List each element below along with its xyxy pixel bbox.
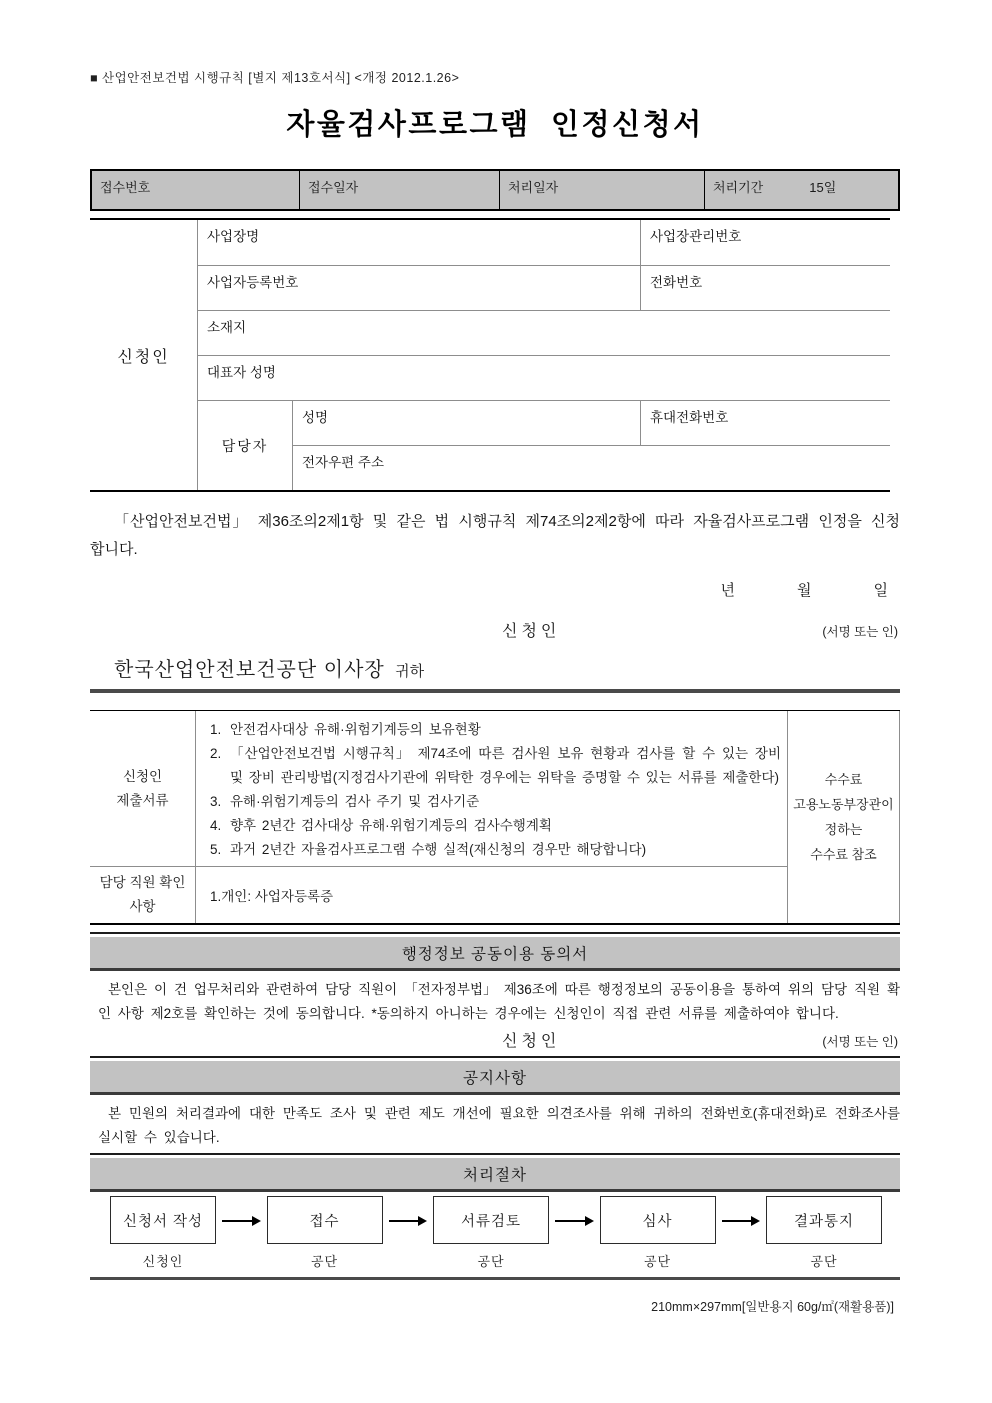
doc-item-5: 5. 과거 2년간 자율검사프로그램 수행 실적(재신청의 경우만 해당합니다) <box>210 842 647 857</box>
contact-mobile-field[interactable]: 휴대전화번호 <box>640 400 890 445</box>
doc-item-1: 1. 안전검사대상 유해·위험기계등의 보유현황 <box>210 722 481 737</box>
form-reference-note: ■ 산업안전보건법 시행규칙 [별지 제13호서식] <개정 2012.1.26> <box>90 71 460 85</box>
step-actor: 공단 <box>643 1254 672 1269</box>
doc-item-2: 2. 「산업안전보건법 시행규칙」 제74조에 따른 검사원 보유 현황과 검사를 할 수 있는 장비 및 장비 관리방법(지정검사기관에 위탁한 경우에는 위탁을 증명할 수 있는 서류를 제출한다) <box>210 746 781 785</box>
section-divider-rule <box>90 689 900 693</box>
fee-info-cell: 수수료 고용노동부장관이 정하는 수수료 참조 <box>787 711 900 923</box>
date-line <box>90 579 900 600</box>
flow-arrow-icon <box>549 1216 600 1226</box>
workplace-mgmt-no-field[interactable]: 사업장관리번호 <box>640 220 890 265</box>
receipt-number-label: 접수번호 <box>100 180 151 195</box>
receipt-number-cell[interactable] <box>92 171 300 209</box>
step-box: 신청서 작성 <box>110 1196 216 1244</box>
documents-table <box>90 710 900 925</box>
receipt-date-label: 접수일자 <box>308 180 359 195</box>
processing-date-cell[interactable] <box>500 171 705 209</box>
step-document-review <box>433 1196 549 1270</box>
contact-name-field[interactable]: 성명 <box>292 400 640 445</box>
step-actor: 공단 <box>310 1254 339 1269</box>
staff-check-label: 담당 직원 확인 사항 <box>90 866 195 923</box>
address-field[interactable]: 소재지 <box>197 310 890 355</box>
paper-spec-note: 210mm×297mm[일반용지 60g/㎡(재활용품)] <box>651 1299 894 1314</box>
receipt-date-cell[interactable] <box>300 171 500 209</box>
doc-item-3: 3. 유해·위험기계등의 검사 주기 및 검사기준 <box>210 794 480 809</box>
step-examination <box>600 1196 716 1270</box>
procedure-flow <box>90 1196 900 1270</box>
processing-period-value: 15일 <box>809 180 837 195</box>
recipient-name: 한국산업안전보건공단 이사장 <box>114 659 385 681</box>
consent-section-title: 행정정보 공동이용 동의서 <box>90 937 900 971</box>
submit-docs-list <box>195 711 787 866</box>
applicant-sign-label: 신청인 <box>502 623 561 640</box>
declaration-text: 「산업안전보건법」 제36조의2제1항 및 같은 법 시행규칙 제74조의2제2항에 따라 자율검사프로그램 인정을 신청합니다. <box>90 513 900 558</box>
form-sheet <box>90 0 900 1315</box>
phone-field[interactable]: 전화번호 <box>640 265 890 310</box>
staff-check-value: 1.개인: 사업자등록증 <box>195 866 787 923</box>
consent-signature-line <box>90 1028 900 1052</box>
step-box: 결과통지 <box>766 1196 882 1244</box>
representative-name-field[interactable]: 대표자 성명 <box>197 355 890 400</box>
consent-signature-note: (서명 또는 인) <box>822 1035 898 1049</box>
procedure-section <box>90 1153 900 1280</box>
step-result-notification <box>766 1196 882 1270</box>
notice-section <box>90 1056 900 1149</box>
date-month-label: 월 <box>797 582 812 599</box>
processing-date-label: 처리일자 <box>508 180 559 195</box>
step-actor: 공단 <box>810 1254 838 1269</box>
form-title: 자율검사프로그램 인정신청서 <box>286 109 704 141</box>
notice-section-title: 공지사항 <box>90 1061 900 1095</box>
contact-email-field[interactable]: 전자우편 주소 <box>292 445 890 490</box>
doc-item-4: 4. 향후 2년간 검사대상 유해·위험기계등의 검사수행계획 <box>210 818 552 833</box>
flow-arrow-icon <box>216 1216 267 1226</box>
step-receipt <box>267 1196 383 1270</box>
date-year-label: 년 <box>720 582 735 599</box>
step-write-application <box>110 1196 216 1270</box>
recipient-line <box>90 653 900 682</box>
consent-section <box>90 932 900 1052</box>
receipt-header-table <box>90 169 900 211</box>
step-actor: 신청인 <box>142 1254 184 1269</box>
bottom-rule <box>90 1277 900 1280</box>
date-day-label: 일 <box>873 582 888 599</box>
step-box: 심사 <box>600 1196 716 1244</box>
contact-group-label: 담당자 <box>197 400 292 490</box>
signature-line <box>90 618 900 640</box>
submit-docs-label: 신청인 제출서류 <box>116 768 169 808</box>
notice-body-text: 본 민원의 처리결과에 대한 만족도 조사 및 관련 제도 개선에 필요한 의견조사를 위해 귀하의 전화번호(휴대전화)로 전화조사를 실시할 수 있습니다. <box>98 1106 900 1145</box>
step-box: 접수 <box>267 1196 383 1244</box>
step-actor: 공단 <box>477 1254 505 1269</box>
business-reg-no-field[interactable]: 사업자등록번호 <box>197 265 640 310</box>
applicant-group-label: 신청인 <box>117 348 170 366</box>
step-box: 서류검토 <box>433 1196 549 1244</box>
processing-period-cell <box>705 171 898 209</box>
flow-arrow-icon <box>716 1216 767 1226</box>
processing-period-label: 처리기간 <box>713 180 764 195</box>
consent-body-text: 본인은 이 건 업무처리와 관련하여 담당 직원이 「전자정부법」 제36조에 따른 행정정보의 공동이용을 통하여 위의 담당 직원 확인 사항 제2호를 확인하는 것에 동의합니다. *동의하지 아니하는 경우에는 신청인이 직접 관련 서류를 제출하여야 합니다. <box>98 982 900 1021</box>
workplace-name-field[interactable]: 사업장명 <box>197 220 640 265</box>
recipient-honorific: 귀하 <box>395 663 425 680</box>
flow-arrow-icon <box>383 1216 434 1226</box>
applicant-info-table <box>90 218 890 492</box>
procedure-section-title: 처리절차 <box>90 1158 900 1192</box>
signature-note: (서명 또는 인) <box>822 625 898 639</box>
consent-applicant-label: 신청인 <box>502 1033 561 1050</box>
